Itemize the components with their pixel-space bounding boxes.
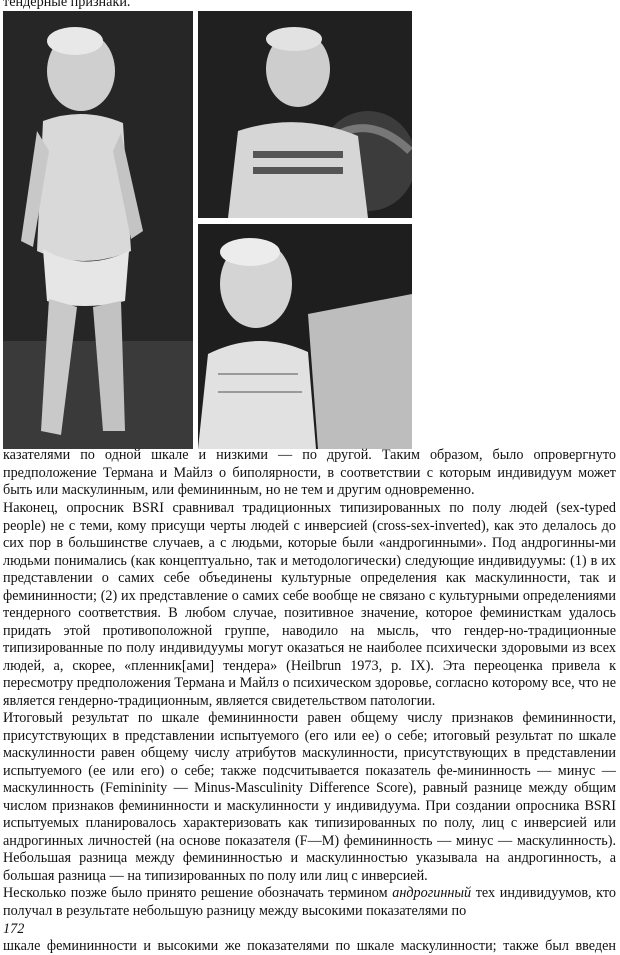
paragraph-3: Итоговый результат по шкале фемининности равен общему числу признаков фемининности, присутствующих в представлении испытуемого (его или ее) о себе; итоговый результат по шкале маскулинности равен общему числу атрибутов маскулинности, присутствующих в представлении испытуемого (ее или его) о себе; также подсчитывается показатель фе-мининность — минус — маскулинность (Femininity — Minus-Masculinity Difference Score), равный разнице между общим числом признаков фемининности и маскулинности у индивидуума. При создании опросника BSRI испытуемых планировалось характеризовать как типизированных по полу, лиц с инверсией или андрогинных личностей (на основе показателя (F—M) фемининность — минус — маскулинность). Небольшая разница между фемининностью и маскулинностью указывала на андрогинность, а большая разница — на типизированных по полу или лиц с инверсией. bbox=[3, 710, 616, 884]
paragraph-1: казателями по одной шкале и низкими — по другой. Таким образом, было опровергнуто предположение Термана и Майлз о биполярности, в соответствии с которым индивидуум может быть или маскулинным, или фемининным, но не тем и другим одновременно. bbox=[3, 447, 616, 499]
paragraph-4-text-a: Несколько позже было принято решение обозначать термином bbox=[3, 885, 393, 901]
bottom-line: шкале фемининности и высокими же показателями по шкале маскулинности; также был введен bbox=[3, 938, 616, 954]
child-in-dress-photo bbox=[198, 224, 412, 449]
child-with-ball-photo bbox=[198, 11, 412, 218]
term-androgynous: андрогинный bbox=[392, 885, 472, 901]
page-number: 172 bbox=[3, 921, 25, 937]
paragraph-4-text-b: тех индивидуумов, кто получал в результате небольшую разницу между высокими показателями по bbox=[3, 885, 616, 919]
child-standing-photo bbox=[3, 11, 193, 449]
paragraph-2: Наконец, опросник BSRI сравнивал традиционных типизированных по полу людей (sex-typed people) не с теми, кому присущи черты людей с инверсией (cross-sex-inverted), как это делалось до сих пор в большинстве случаев, а с людьми, которые были «андрогинными». Под андрогинны-ми людьми понимались (как концептуально, так и методологически) следующие индивидуумы: (1) в их представлении о самих себе объединены культурные определения как маскулинности, так и фемининности; (2) их представление о самих себе вообще не связано с культурными определениями тендерного соответствия. В любом случае, позитивное значение, которое феминисткам удалось придать этой противоположной группе, наводило на мысль, что гендер-но-традиционные типизированные по полу индивидуумы могут оказаться не наиболее психически здоровыми из всех людей, а, скорее, «пленник[ами] тендера» (Heilbrun 1973, p. IX). Эта переоценка привела к пересмотру предположения Термана и Майлз о психическом здоровье, согласно которому все, что не является гендерно-традиционным, является свидетельством патологии. bbox=[3, 500, 616, 710]
paragraph-4 bbox=[3, 885, 616, 920]
top-line: тендерные признаки. bbox=[3, 0, 131, 10]
